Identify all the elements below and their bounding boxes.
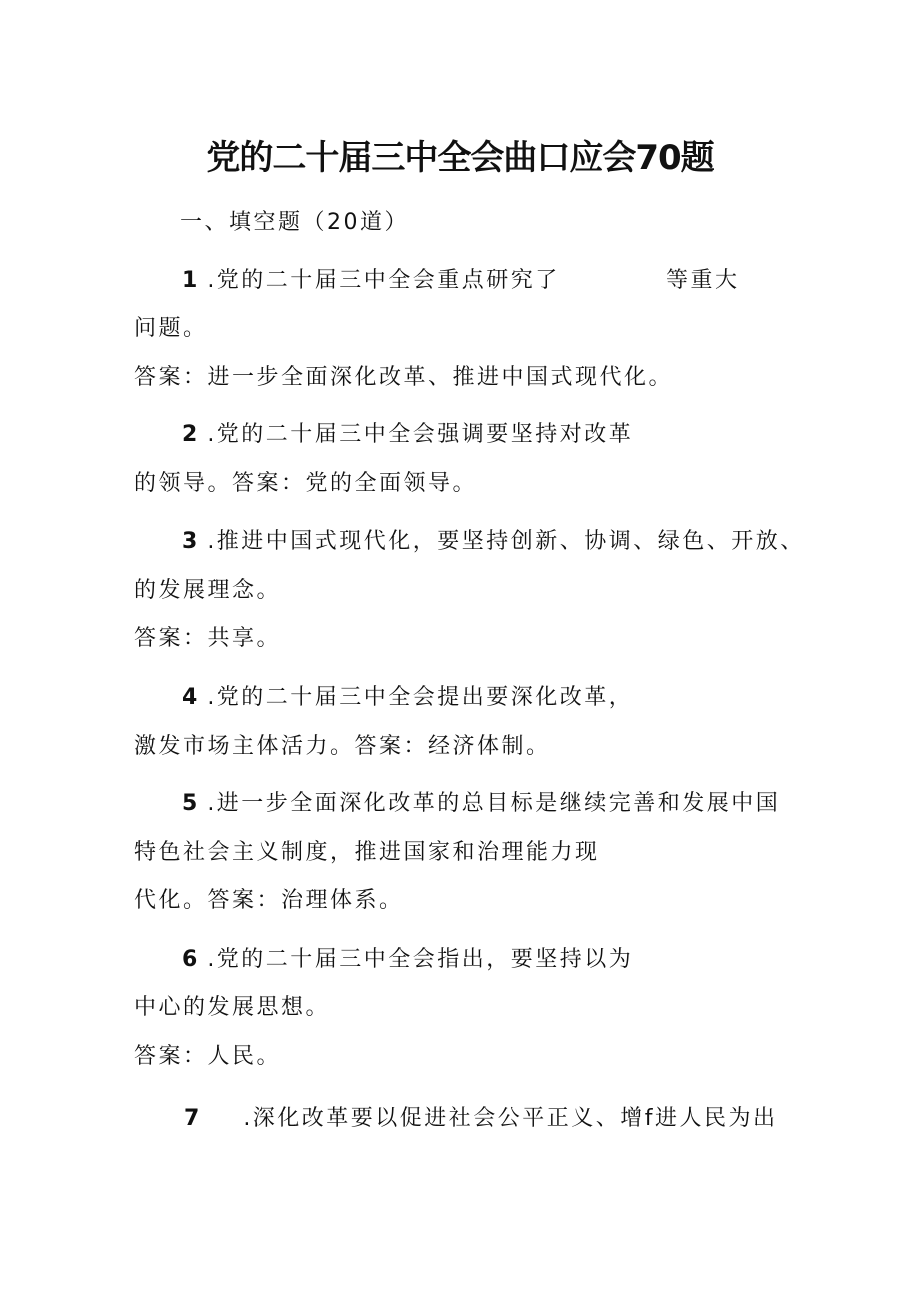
question-3 — [182, 527, 805, 557]
question-text: .进一步全面深化改革的总目标是继续完善和发展中国 — [207, 791, 781, 816]
question-4 — [182, 683, 633, 713]
section-heading: 一、填空题（20道） — [180, 210, 409, 235]
question-6-continuation: 中心的发展思想。 — [134, 995, 331, 1020]
question-text: .党的二十届三中全会强调要坚持对改革 — [207, 422, 634, 447]
question-1-answer: 答案：进一步全面深化改革、推进中国式现代化。 — [134, 365, 674, 390]
question-7 — [184, 1104, 778, 1134]
question-5-continuation: 特色社会主义制度，推进国家和治理能力现 — [134, 840, 600, 865]
question-text: .党的二十届三中全会指出，要坚持以为 — [207, 947, 634, 972]
question-number: 3 — [182, 529, 198, 554]
question-number: 6 — [182, 947, 198, 972]
question-text: .党的二十届三中全会提出要深化改革， — [207, 685, 634, 710]
question-6-answer: 答案：人民。 — [134, 1044, 282, 1069]
question-5-continuation-2: 代化。答案：治理体系。 — [134, 888, 404, 913]
question-1 — [182, 266, 560, 296]
question-3-answer: 答案：共享。 — [134, 626, 282, 651]
question-2 — [182, 420, 633, 450]
question-text: .党的二十届三中全会重点研究了 — [207, 268, 560, 293]
question-text: .深化改革要以促进社会公平正义、增f进人民为出 — [243, 1106, 778, 1131]
document-title: 党的二十届三中全会曲口应会70题 — [206, 138, 714, 178]
question-number: 2 — [182, 422, 198, 447]
question-number: 1 — [182, 268, 198, 293]
question-4-continuation: 激发市场主体活力。答案：经济体制。 — [134, 734, 551, 759]
question-1-after-blank: 等重大 — [666, 268, 740, 293]
question-3-continuation: 的发展理念。 — [134, 578, 282, 603]
question-2-continuation: 的领导。答案：党的全面领导。 — [134, 471, 478, 496]
question-5 — [182, 789, 780, 819]
question-1-continuation: 问题。 — [134, 316, 208, 341]
question-number: 4 — [182, 685, 198, 710]
question-number: 5 — [182, 791, 198, 816]
question-text: .推进中国式现代化，要坚持创新、协调、绿色、开放、 — [207, 529, 805, 554]
question-6 — [182, 945, 633, 975]
question-number: 7 — [184, 1106, 200, 1131]
